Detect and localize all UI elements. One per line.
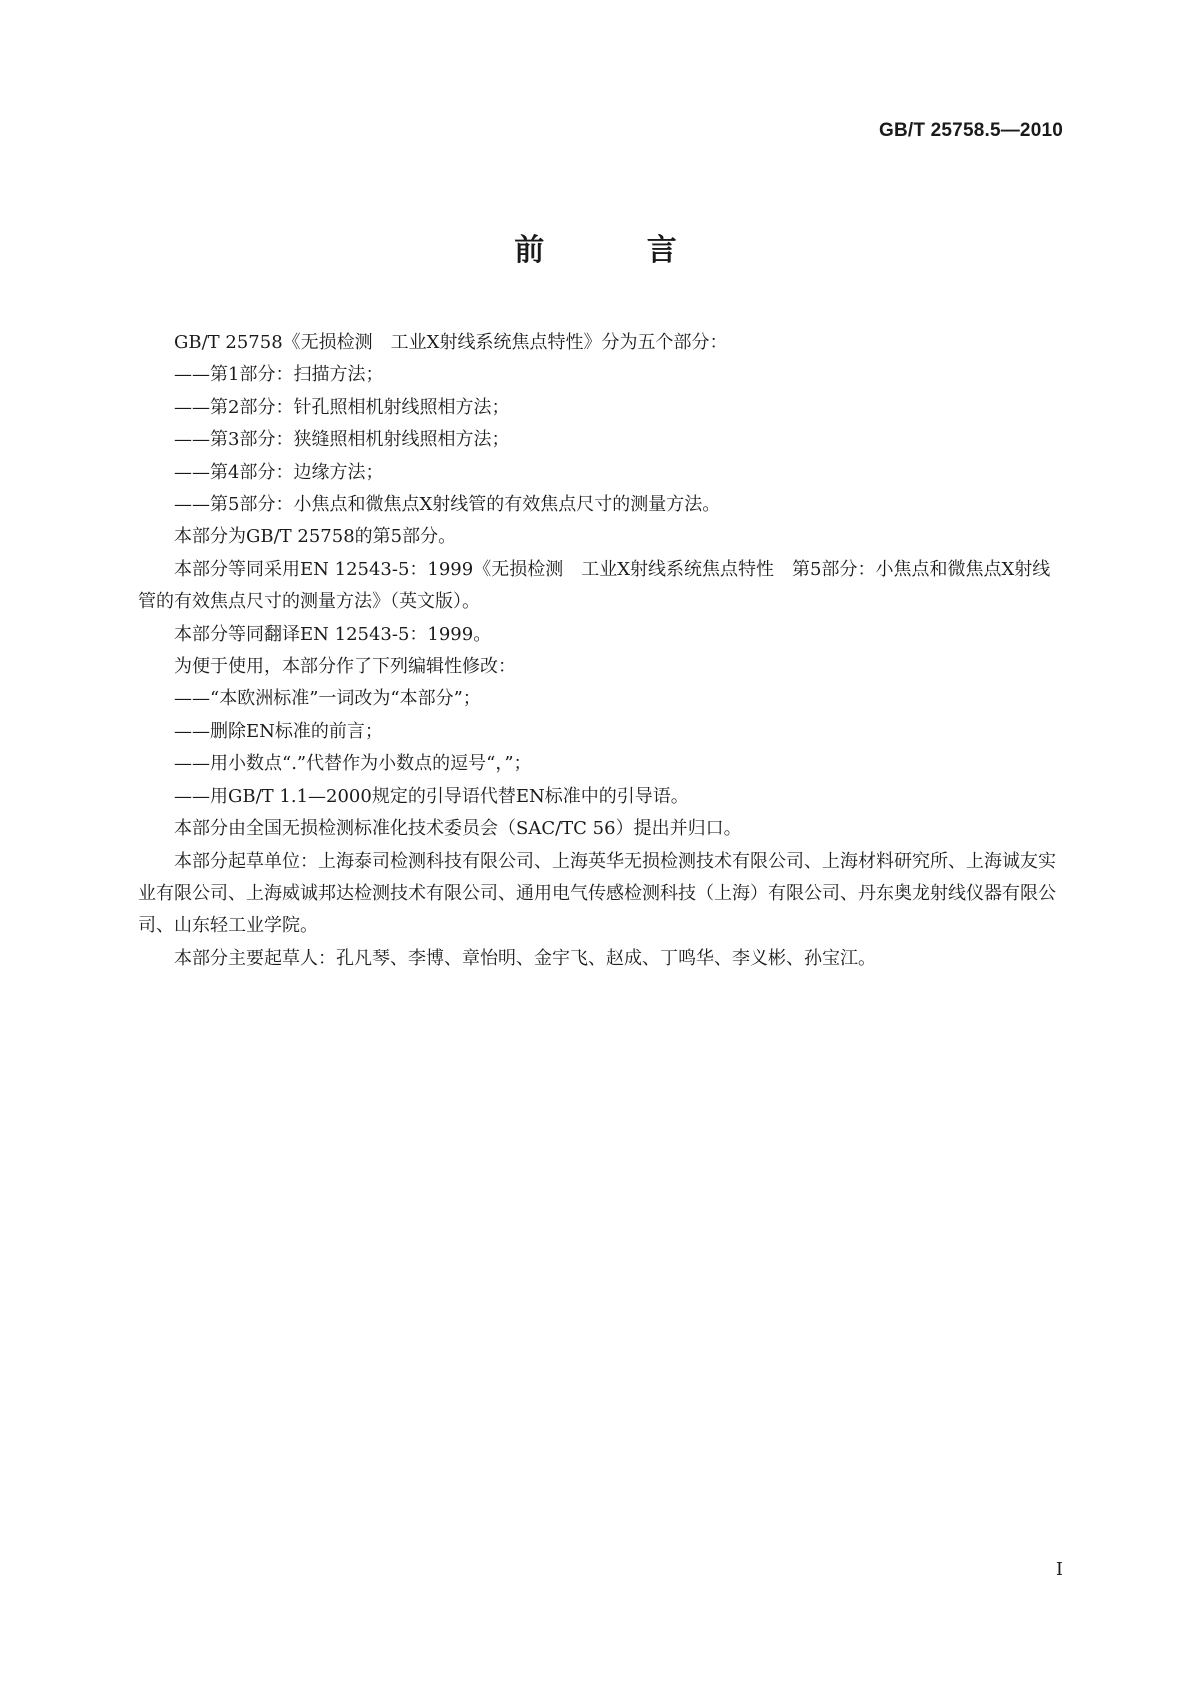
this-part-paragraph: 本部分为GB/T 25758的第5部分。 (174, 526, 457, 548)
part-list-item-4: ——第4部分：边缘方法； (174, 461, 384, 483)
part-list-item-2: ——第2部分：针孔照相机射线照相方法； (174, 396, 510, 418)
page-number: I (1055, 1559, 1063, 1580)
standard-code: GB/T 25758.5—2010 (878, 120, 1063, 141)
part-list-item-3: ——第3部分：狭缝照相机射线照相方法； (174, 429, 510, 451)
edit-list-item-3: ——用小数点“.”代替作为小数点的逗号“，”； (174, 753, 532, 775)
intro-paragraph: GB/T 25758《无损检测 工业X射线系统焦点特性》分为五个部分： (174, 332, 728, 353)
document-body (138, 327, 1062, 975)
edits-intro-paragraph: 为便于使用，本部分作了下列编辑性修改： (174, 656, 516, 678)
edit-list-item-4: ——用GB/T 1.1—2000规定的引导语代替EN标准中的引导语。 (174, 785, 689, 807)
equivalent-adoption-paragraph: 本部分等同采用EN 12543-5：1999《无损检测 工业X射线系统焦点特性 第5部分：小焦点和微焦点X射线管的有效焦点尺寸的测量方法》（英文版）。 (138, 558, 1051, 613)
page-title: 前 言 (514, 233, 723, 268)
main-drafters-paragraph: 本部分主要起草人：孔凡琴、李博、章怡明、金宇飞、赵成、丁鸣华、李义彬、孙宝江。 (174, 947, 876, 969)
edit-list-item-2: ——删除EN标准的前言； (174, 720, 383, 742)
part-list-item-1: ——第1部分：扫描方法； (174, 364, 384, 386)
part-list-item-5: ——第5部分：小焦点和微焦点X射线管的有效焦点尺寸的测量方法。 (174, 494, 721, 516)
proposed-by-paragraph: 本部分由全国无损检测标准化技术委员会（SAC/TC 56）提出并归口。 (174, 818, 742, 840)
translation-paragraph: 本部分等同翻译EN 12543-5：1999。 (174, 623, 492, 645)
edit-list-item-1: ——“本欧洲标准”一词改为“本部分”； (174, 688, 481, 710)
drafting-units-paragraph: 本部分起草单位：上海泰司检测科技有限公司、上海英华无损检测技术有限公司、上海材料研究所、上海诚友实业有限公司、上海威诚邦达检测技术有限公司、通用电气传感检测科技（上海）有限公司、丹东奥龙射线仪器有限公司、山东轻工业学院。 (138, 850, 1056, 937)
